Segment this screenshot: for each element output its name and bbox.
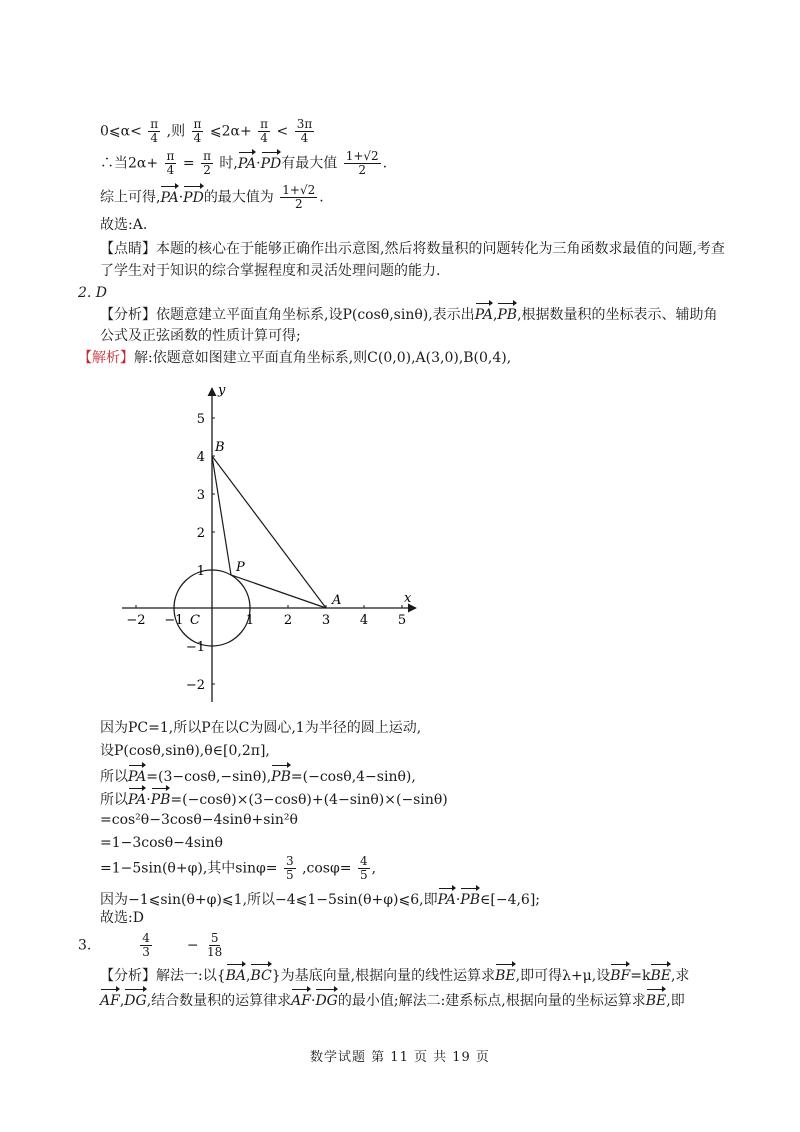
numerator: 4 (142, 931, 150, 945)
denominator: 4 (193, 131, 202, 145)
vector-be: BE (650, 963, 671, 986)
numerator: 4 (359, 854, 368, 868)
dot: · (256, 155, 261, 172)
vector-pa: PA (238, 151, 256, 174)
vector-pa: PA (438, 887, 456, 910)
text: =(−cosθ)×(3−cosθ)+(4−sinθ)×(−sinθ) (170, 792, 448, 808)
vector-bf: BF (610, 963, 630, 986)
fraction (192, 118, 204, 145)
fraction (148, 118, 160, 145)
numerator: π (150, 117, 159, 131)
dot: · (146, 792, 151, 808)
vector-pa: PA (128, 787, 146, 810)
text: , (371, 860, 377, 877)
fraction (201, 150, 213, 177)
denominator: 2 (294, 197, 303, 211)
q2-step-4 (100, 787, 448, 810)
segment-ba (212, 456, 326, 608)
text: =1−5sin(θ+φ),其中sinφ= (100, 860, 278, 877)
text: ,cosφ= (302, 860, 352, 877)
coordinate-figure (100, 370, 420, 710)
line-max-value (100, 150, 387, 177)
denominator: 4 (166, 163, 175, 177)
vector-pa: PA (475, 302, 493, 325)
q2-answer: 故选:D (100, 910, 144, 926)
text: 所以 (100, 792, 128, 808)
fraction (344, 150, 381, 177)
minus-sign: − (186, 937, 199, 954)
q3-analysis-line-2 (100, 988, 685, 1011)
point-label-c: C (190, 613, 200, 628)
text: 0⩽α< (100, 123, 142, 140)
numerator: 3 (285, 854, 294, 868)
y-tick-label: 4 (196, 450, 205, 465)
vector-af: AF (291, 988, 311, 1011)
text: ,求 (670, 968, 690, 984)
fraction (280, 184, 317, 211)
text: }为基底向量,根据向量的线性运算求 (271, 968, 496, 984)
page-footer: 数学试题 第 11 页 共 19 页 (310, 1050, 490, 1065)
text: ∈[−4,6]; (480, 892, 541, 908)
text: 时, (219, 155, 238, 172)
fraction (165, 150, 177, 177)
q2-analysis-line-2: 公式及正弦函数的性质计算可得; (100, 328, 301, 344)
answer-line: 故选:A. (100, 217, 148, 233)
numerator: 1+√2 (345, 149, 379, 163)
vector-pa: PA (160, 185, 178, 208)
text: ,即 (666, 993, 685, 1009)
answer-2-fraction (205, 932, 224, 959)
text: ,结合数量积的运算律求 (146, 993, 292, 1009)
y-tick-label: 3 (196, 488, 205, 503)
denominator: 4 (150, 131, 159, 145)
vector-dg: DG (124, 988, 146, 1011)
q2-step-1: 因为PC=1,所以P在以C为圆心,1为半径的圆上运动, (100, 720, 422, 736)
q2-solution-line-1 (78, 348, 511, 368)
question-number: 3. (78, 937, 92, 954)
vector-be: BE (646, 988, 667, 1011)
x-tick-label: 1 (245, 613, 255, 628)
text: , (492, 307, 498, 323)
answer-1-fraction (140, 932, 152, 959)
vector-pb: PB (151, 787, 171, 810)
q2-step-3 (100, 764, 416, 787)
text: ⩽2α+ (209, 123, 252, 140)
vector-pd: PD (261, 151, 282, 174)
numerator: π (203, 149, 211, 163)
y-tick-label: −2 (185, 678, 205, 693)
x-tick-label: −2 (126, 613, 146, 628)
fraction (258, 118, 270, 145)
text: < (276, 123, 289, 140)
solution-tag: 【解析】 (78, 350, 134, 366)
numerator: π (260, 117, 269, 131)
vector-dg: DG (315, 988, 337, 1011)
vector-pb: PB (497, 302, 517, 325)
numerator: 5 (210, 931, 219, 945)
text: 的最大值为 (203, 189, 274, 206)
text: 的最小值;解法二:建系标点,根据向量的坐标运算求 (337, 993, 646, 1009)
fraction (358, 855, 370, 882)
vector-pb: PB (460, 887, 480, 910)
fraction (295, 118, 315, 145)
text: 因为−1⩽sin(θ+φ)⩽1,所以−4⩽1−5sin(θ+φ)⩽6,即 (100, 892, 438, 908)
denominator: 2 (203, 163, 211, 177)
x-axis-label: x (404, 591, 412, 606)
q2-step-7 (100, 855, 376, 882)
q2-step-6: =1−3cosθ−4sinθ (100, 835, 223, 851)
text: ,则 (166, 123, 186, 140)
x-tick-label: 5 (397, 613, 407, 628)
numerator: π (166, 149, 175, 163)
point-label-b: B (215, 440, 225, 455)
text: . (319, 189, 324, 206)
text: =k (630, 968, 651, 984)
vector-pd: PD (183, 185, 204, 208)
point-label-a: A (332, 593, 342, 608)
segment-pa (231, 575, 326, 608)
denominator: 18 (207, 945, 223, 959)
text: 【分析】解法一:以{ (100, 968, 226, 984)
vector-ba: BA (226, 963, 246, 986)
text: ,根据数量积的坐标表示、辅助角 (517, 307, 718, 323)
y-tick-label: 2 (196, 526, 205, 541)
dot: · (178, 189, 184, 206)
y-axis-label: y (218, 383, 226, 398)
text: =(−cosθ,4−sinθ), (290, 769, 416, 785)
numerator: 3π (296, 117, 313, 131)
denominator: 4 (300, 131, 309, 145)
text: 有最大值 (281, 155, 338, 172)
denominator: 4 (260, 131, 268, 145)
q2-step-8 (100, 887, 540, 910)
text: , (119, 993, 125, 1009)
dot: · (455, 892, 461, 908)
q2-analysis-line-1 (100, 302, 718, 325)
q3-analysis-line-1 (100, 963, 689, 986)
question-3-heading (78, 932, 226, 959)
vector-bc: BC (250, 963, 271, 986)
point-label-p: P (236, 559, 245, 575)
x-tick-label: −1 (164, 613, 184, 628)
text: ∴当2α+ (100, 155, 159, 172)
text: =(3−cosθ,−sinθ), (146, 769, 272, 785)
denominator: 5 (285, 868, 294, 882)
y-tick-label: −1 (185, 640, 205, 655)
x-tick-label: 4 (359, 613, 369, 628)
q2-step-5: =cos²θ−3cosθ−4sinθ+sin²θ (100, 812, 298, 828)
text: 所以 (100, 769, 128, 785)
y-tick-label: 1 (196, 564, 205, 579)
denominator: 5 (359, 868, 368, 882)
denominator: 2 (358, 163, 366, 177)
numerator: π (193, 117, 202, 131)
line-alpha-range (100, 118, 316, 145)
text: , (246, 968, 251, 984)
vector-be: BE (495, 963, 516, 986)
question-2-heading: 2. D (78, 285, 108, 301)
dot: · (310, 993, 316, 1009)
vector-pb: PB (271, 764, 291, 787)
x-tick-label: 3 (321, 613, 331, 628)
denominator: 3 (142, 945, 150, 959)
fraction (284, 855, 296, 882)
line-conclusion (100, 184, 324, 211)
y-tick-label: 5 (196, 412, 205, 427)
vector-pa: PA (128, 764, 146, 787)
comment-line-1: 【点睛】本题的核心在于能够正确作出示意图,然后将数量积的问题转化为三角函数求最值的问题,考查 (100, 241, 725, 257)
text: 综上可得, (100, 189, 161, 206)
q2-step-2: 设P(cosθ,sinθ),θ∈[0,2π], (100, 743, 270, 759)
segment-bp (212, 456, 231, 575)
numerator: 1+√2 (282, 183, 316, 197)
text: 解:依题意如图建立平面直角坐标系,则C(0,0),A(3,0),B(0,4), (134, 350, 512, 366)
text: ,即可得λ+μ,设 (515, 968, 611, 984)
vector-af: AF (100, 988, 120, 1011)
comment-line-2: 了学生对于知识的综合掌握程度和灵活处理问题的能力. (100, 263, 441, 279)
text: . (382, 155, 388, 172)
x-tick-label: 2 (283, 613, 293, 628)
text: = (182, 155, 195, 172)
text: 【分析】依题意建立平面直角坐标系,设P(cosθ,sinθ),表示出 (100, 307, 475, 323)
